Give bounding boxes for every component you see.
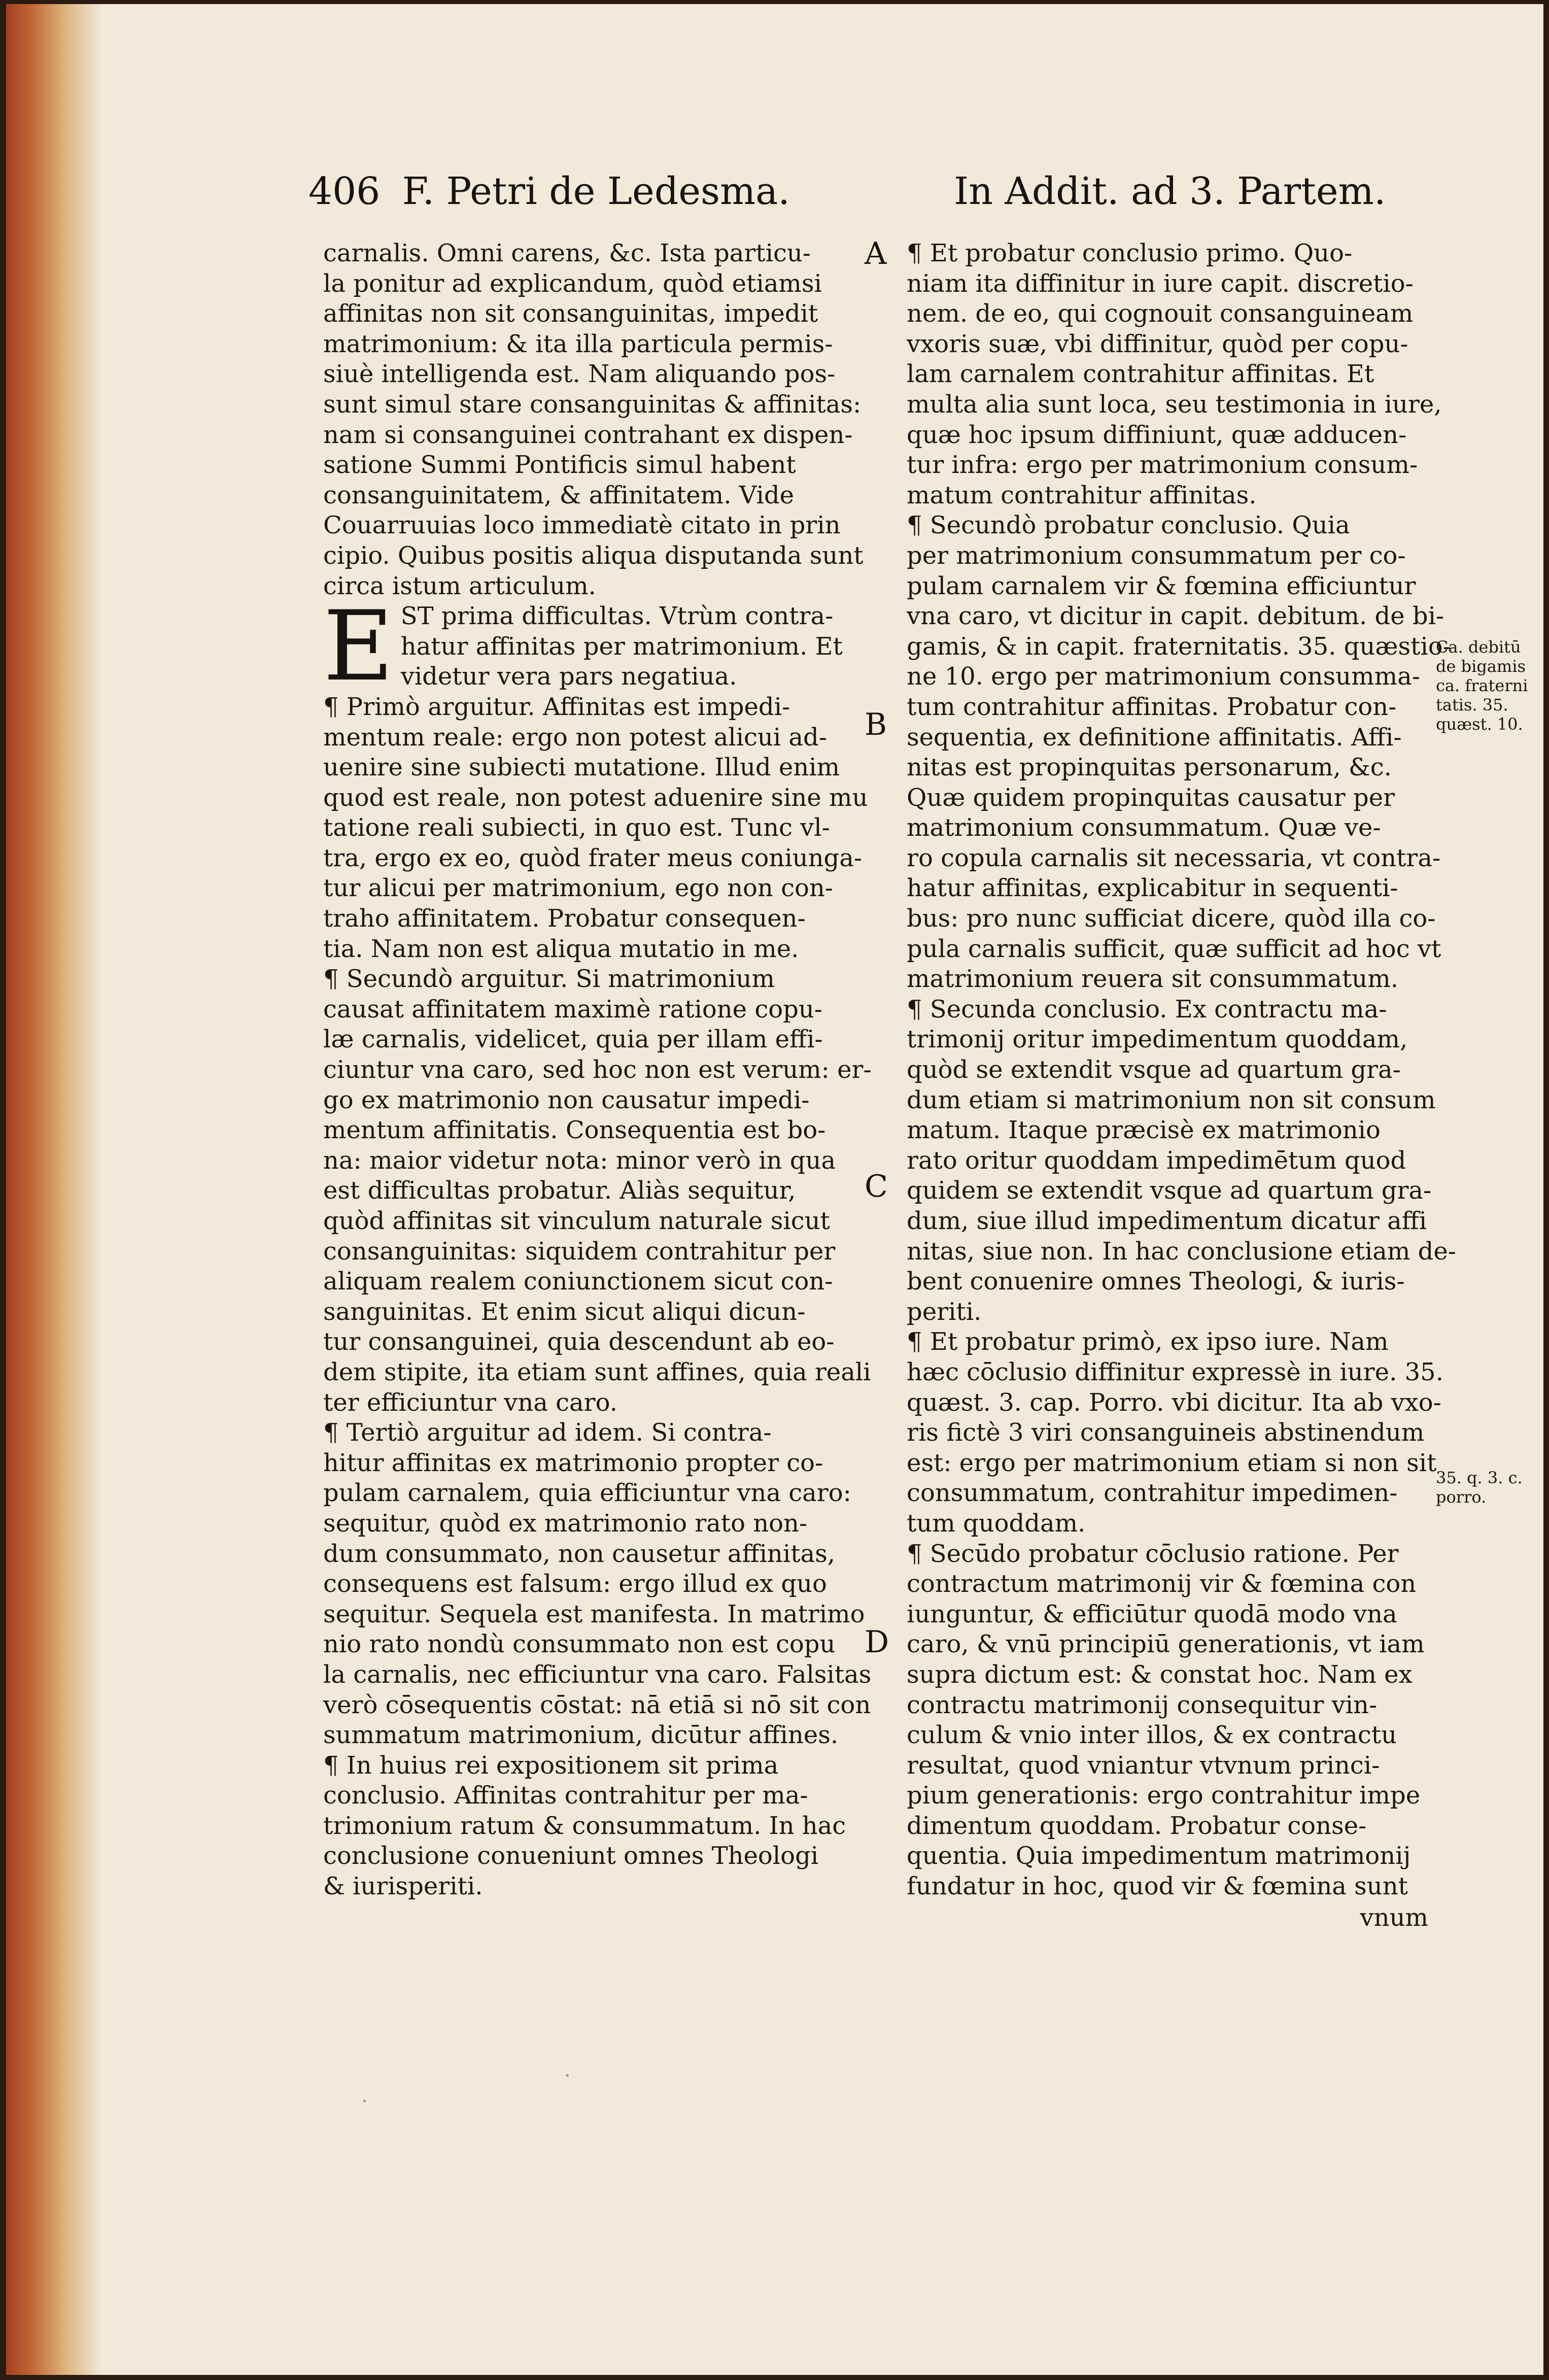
text-line: ¶ Et probatur conclusio primo. Quo- — [907, 239, 1353, 267]
text-line: læ carnalis, videlicet, quia per illam effi- — [323, 1025, 823, 1054]
text-line: ne 10. ergo per matrimonium consumma- — [907, 662, 1420, 691]
text-line: fundatur in hoc, quod vir & fœmina sunt — [907, 1872, 1408, 1901]
text-line: carnalis. Omni carens, &c. Ista particu- — [323, 239, 811, 267]
text-line: hatur affinitas, explicabitur in sequenti- — [907, 874, 1398, 903]
text-line: est difficultas probatur. Aliàs sequitur, — [323, 1176, 796, 1205]
text-line: uenire sine subiecti mutatione. Illud enim — [323, 753, 840, 782]
text-line: ¶ Et probatur primò, ex ipso iure. Nam — [907, 1328, 1389, 1356]
drop-cap: E — [323, 601, 394, 692]
text-line: trimonium ratum & consummatum. In hac — [323, 1811, 846, 1840]
text-line: quentia. Quia impedimentum matrimonij — [907, 1842, 1411, 1871]
ink-speck: · — [361, 2090, 368, 2113]
text-line: contractu matrimonij consequitur vin- — [907, 1690, 1378, 1719]
right-column — [907, 239, 1457, 1933]
text-line: ciuntur vna caro, sed hoc non est verum: er- — [323, 1056, 872, 1084]
section-marker-c: C — [865, 1169, 888, 1204]
article-opening — [323, 601, 848, 692]
text-line: matum. Itaque præcisè ex matrimonio — [907, 1116, 1381, 1145]
text-line: quòd se extendit vsque ad quartum gra- — [907, 1056, 1401, 1084]
text-line: ST prima difficultas. Vtrùm contra- — [400, 602, 834, 631]
text-line: mentum reale: ergo non potest alicui ad- — [323, 723, 827, 752]
margin-note-line: ca. fraterni — [1436, 676, 1528, 695]
text-line: ¶ Secunda conclusio. Ex contractu ma- — [907, 995, 1387, 1024]
section-marker-d: D — [865, 1624, 889, 1660]
text-line: dem stipite, ita etiam sunt affines, quia reali — [323, 1357, 871, 1386]
text-line: conclusio. Affinitas contrahitur per ma- — [323, 1781, 808, 1810]
text-line: multa alia sunt loca, seu testimonia in iure, — [907, 390, 1442, 419]
left-column — [323, 239, 872, 1902]
text-line: quæ hoc ipsum diffiniunt, quæ adducen- — [907, 420, 1407, 449]
page-number: 406 — [308, 169, 381, 213]
text-line: gamis, & in capit. fraternitatis. 35. quæstio- — [907, 632, 1451, 661]
text-line: dum consummato, non causetur affinitas, — [323, 1539, 835, 1568]
text-line: matrimonium consummatum. Quæ ve- — [907, 813, 1381, 842]
text-line: sanguinitas. Et enim sicut aliqui dicun- — [323, 1297, 806, 1326]
text-line: & iurisperiti. — [323, 1872, 483, 1901]
text-line: tatione reali subiecti, in quo est. Tunc vl- — [323, 813, 830, 842]
text-line: quod est reale, non potest aduenire sine mu — [323, 783, 868, 812]
text-line: contractum matrimonij vir & fœmina con — [907, 1570, 1417, 1599]
text-line: dimentum quoddam. Probatur conse- — [907, 1811, 1367, 1840]
margin-note-line: de bigamis — [1436, 657, 1526, 676]
right-running-title: In Addit. ad 3. Partem. — [954, 169, 1386, 213]
catchword: vnum — [1360, 1903, 1428, 1932]
margin-note-line: quæst. 10. — [1436, 715, 1523, 734]
text-line: la carnalis, nec efficiuntur vna caro. Falsitas — [323, 1660, 872, 1689]
text-line: bent conuenire omnes Theologi, & iuris- — [907, 1267, 1405, 1296]
text-line: per matrimonium consummatum per co- — [907, 541, 1406, 570]
text-line: matum contrahitur affinitas. — [907, 481, 1257, 509]
margin-note-bigamis — [1436, 637, 1528, 734]
text-line: bus: pro nunc sufficiat dicere, quòd illa co- — [907, 904, 1436, 933]
page-edge-stain — [6, 4, 102, 2375]
text-line: pium generationis: ergo contrahitur impe — [907, 1781, 1421, 1810]
left-running-title: F. Petri de Ledesma. — [402, 169, 790, 213]
text-line: tum quoddam. — [907, 1509, 1086, 1538]
margin-note-line: 35. q. 3. c. — [1436, 1468, 1523, 1487]
text-line: quæst. 3. cap. Porro. vbi dicitur. Ita ab vxo- — [907, 1388, 1441, 1417]
text-line: ¶ Primò arguitur. Affinitas est impedi- — [323, 692, 790, 721]
text-line: siuè intelligenda est. Nam aliquando pos- — [323, 360, 836, 389]
margin-note-porro — [1436, 1468, 1523, 1507]
text-line: ¶ Secūdo probatur cōclusio ratione. Per — [907, 1539, 1399, 1568]
text-line: Quæ quidem propinquitas causatur per — [907, 783, 1395, 812]
text-line: ¶ Secundò arguitur. Si matrimonium — [323, 965, 775, 994]
text-line: consequens est falsum: ergo illud ex quo — [323, 1570, 827, 1599]
text-line: lam carnalem contrahitur affinitas. Et — [907, 360, 1374, 389]
text-line: sequitur, quòd ex matrimonio rato non- — [323, 1509, 808, 1538]
text-line: sunt simul stare consanguinitas & affinitas: — [323, 390, 862, 419]
text-line: ris fictè 3 viri consanguineis abstinendum — [907, 1418, 1425, 1447]
text-line: sequitur. Sequela est manifesta. In matrimo — [323, 1600, 865, 1628]
text-line: videtur vera pars negatiua. — [400, 662, 737, 691]
text-line: cipio. Quibus positis aliqua disputanda sunt — [323, 541, 864, 570]
text-line: ¶ Tertiò arguitur ad idem. Si contra- — [323, 1418, 772, 1447]
text-line: satione Summi Pontificis simul habent — [323, 451, 796, 480]
text-line: consummatum, contrahitur impedimen- — [907, 1479, 1398, 1508]
text-line: vna caro, vt dicitur in capit. debitum. de bi- — [907, 602, 1444, 631]
text-line: affinitas non sit consanguinitas, impedit — [323, 299, 818, 328]
text-line: nitas est propinquitas personarum, &c. — [907, 753, 1392, 782]
text-line: tur consanguinei, quia descendunt ab eo- — [323, 1328, 835, 1356]
text-line: summatum matrimonium, dicūtur affines. — [323, 1721, 839, 1750]
text-line: matrimonium reuera sit consummatum. — [907, 965, 1398, 994]
text-line: traho affinitatem. Probatur consequen- — [323, 904, 806, 933]
text-line: consanguinitas: siquidem contrahitur per — [323, 1237, 836, 1266]
text-line: hatur affinitas per matrimonium. Et — [400, 632, 843, 661]
text-line: consanguinitatem, & affinitatem. Vide — [323, 481, 795, 509]
section-marker-a: A — [865, 236, 887, 271]
header-left — [308, 169, 790, 213]
text-line: mentum affinitatis. Consequentia est bo- — [323, 1116, 826, 1145]
text-line: circa istum articulum. — [323, 571, 596, 600]
margin-note-line: tatis. 35. — [1436, 695, 1508, 715]
text-line: ter efficiuntur vna caro. — [323, 1388, 617, 1417]
text-line: est: ergo per matrimonium etiam si non sit — [907, 1448, 1437, 1477]
margin-note-line: porro. — [1436, 1487, 1487, 1507]
text-line: hæc cōclusio diffinitur expressè in iure. 35. — [907, 1357, 1443, 1386]
text-line: ro copula carnalis sit necessaria, vt contra- — [907, 843, 1441, 872]
text-line: quidem se extendit vsque ad quartum gra- — [907, 1176, 1432, 1205]
text-line: hitur affinitas ex matrimonio propter co- — [323, 1448, 823, 1477]
text-line: iunguntur, & efficiūtur quodā modo vna — [907, 1600, 1397, 1628]
text-line: conclusione conueniunt omnes Theologi — [323, 1842, 819, 1871]
text-line: nem. de eo, qui cognouit consanguineam — [907, 299, 1414, 328]
text-line: sequentia, ex definitione affinitatis. Affi- — [907, 723, 1402, 752]
left-column-arguments — [323, 692, 872, 1902]
text-line: aliquam realem coniunctionem sicut con- — [323, 1267, 833, 1296]
text-line: la ponitur ad explicandum, quòd etiamsi — [323, 269, 822, 298]
text-line: caro, & vnū principiū generationis, vt iam — [907, 1630, 1425, 1659]
text-line: nio rato nondù consummato non est copu — [323, 1630, 836, 1659]
text-line: tra, ergo ex eo, quòd frater meus coniunga- — [323, 843, 863, 872]
text-line: nam si consanguinei contrahant ex dispen- — [323, 420, 853, 449]
text-line: niam ita diffinitur in iure capit. discretio- — [907, 269, 1414, 298]
section-marker-b: B — [865, 707, 887, 742]
text-line: resultat, quod vniantur vtvnum princi- — [907, 1751, 1380, 1780]
book-page — [6, 4, 1543, 2375]
drop-cap-lines — [323, 601, 848, 692]
text-line: quòd affinitas sit vinculum naturale sicut — [323, 1207, 830, 1235]
text-line: periti. — [907, 1297, 982, 1326]
text-line: trimonij oritur impedimentum quoddam, — [907, 1025, 1408, 1054]
text-line: nitas, siue non. In hac conclusione etiam de- — [907, 1237, 1457, 1266]
ink-speck: · — [564, 2064, 571, 2088]
text-line: tur alicui per matrimonium, ego non con- — [323, 874, 833, 903]
margin-note-line: Ca. debitū — [1436, 637, 1521, 657]
text-line: rato oritur quoddam impedimētum quod — [907, 1146, 1406, 1175]
text-line: supra dictum est: & constat hoc. Nam ex — [907, 1660, 1413, 1689]
text-line: ¶ Secundò probatur conclusio. Quia — [907, 511, 1350, 540]
text-line: dum etiam si matrimonium non sit consum — [907, 1085, 1436, 1114]
text-line: causat affinitatem maximè ratione copu- — [323, 995, 822, 1024]
text-line: ¶ In huius rei expositionem sit prima — [323, 1751, 779, 1780]
text-line: pulam carnalem vir & fœmina efficiuntur — [907, 571, 1416, 600]
text-line: Couarruuias loco immediatè citato in prin — [323, 511, 841, 540]
text-line: tum contrahitur affinitas. Probatur con- — [907, 692, 1397, 721]
text-line: matrimonium: & ita illa particula permis- — [323, 329, 833, 358]
text-line: tia. Nam non est aliqua mutatio in me. — [323, 934, 799, 963]
right-column-text — [907, 239, 1457, 1902]
text-line: go ex matrimonio non causatur impedi- — [323, 1085, 810, 1114]
text-line: dum, siue illud impedimentum dicatur affi — [907, 1207, 1427, 1235]
text-line: vxoris suæ, vbi diffinitur, quòd per copu- — [907, 329, 1408, 358]
text-line: pula carnalis sufficit, quæ sufficit ad hoc vt — [907, 934, 1441, 963]
text-line: culum & vnio inter illos, & ex contractu — [907, 1721, 1397, 1750]
left-column-intro — [323, 239, 864, 601]
text-line: verò cōsequentis cōstat: nā etiā si nō sit con — [323, 1690, 871, 1719]
text-line: tur infra: ergo per matrimonium consum- — [907, 451, 1418, 480]
text-line: na: maior videtur nota: minor verò in qua — [323, 1146, 836, 1175]
text-line: pulam carnalem, quia efficiuntur vna caro: — [323, 1479, 851, 1508]
